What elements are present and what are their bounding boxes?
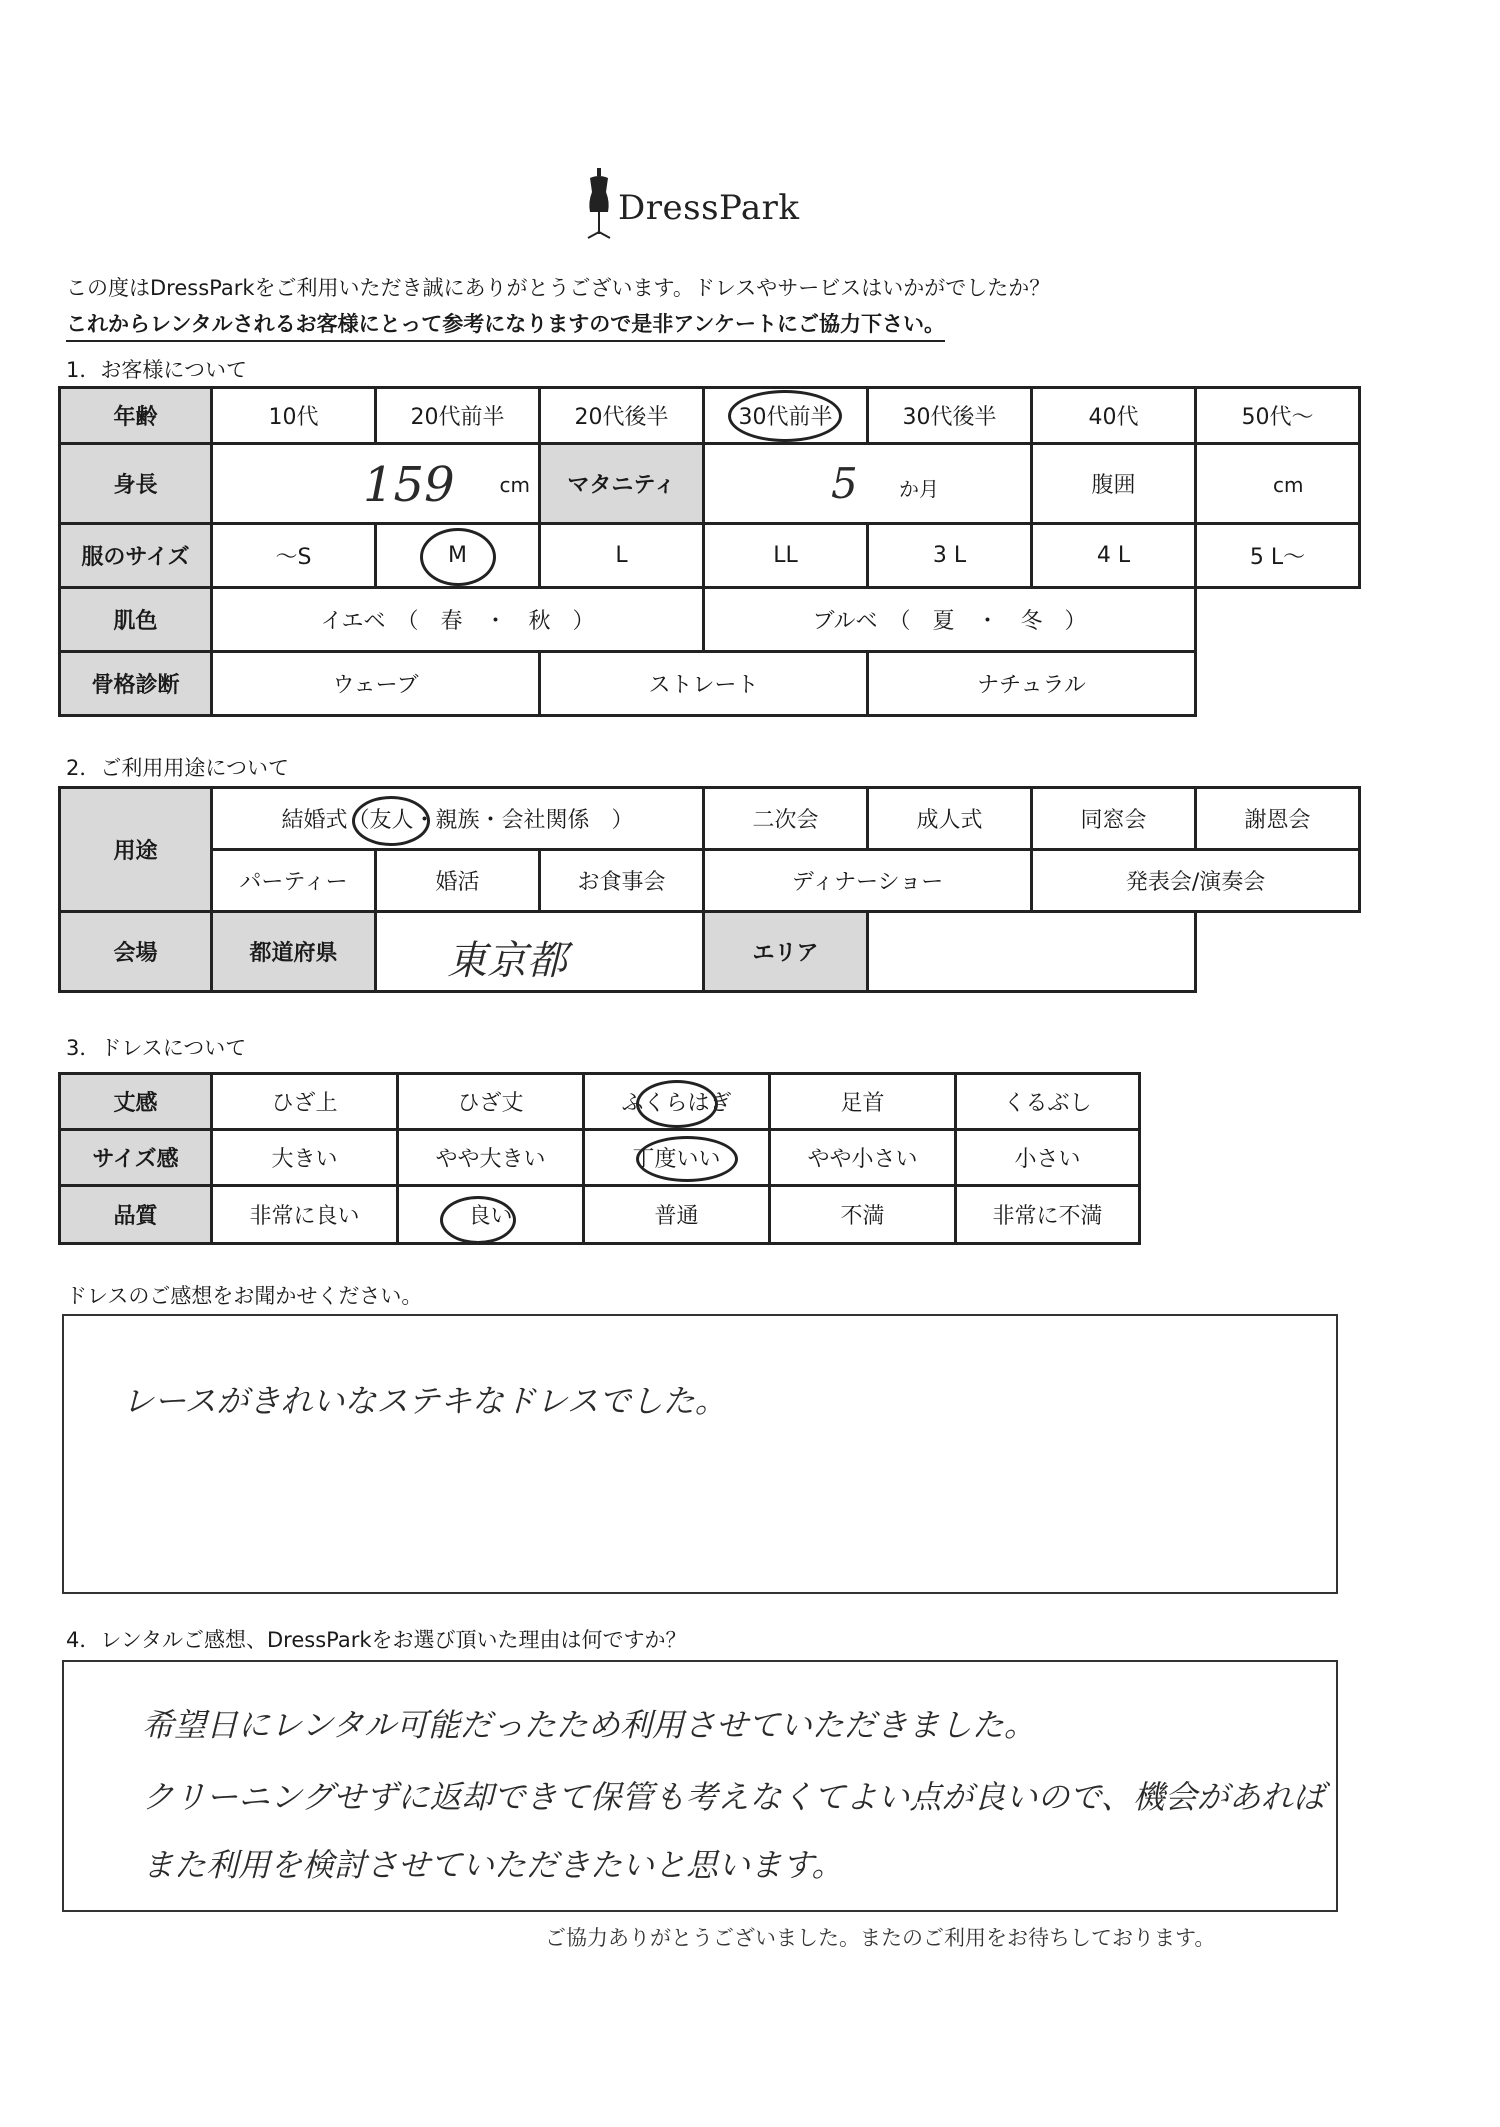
- waist-label: 腹囲: [1032, 444, 1196, 524]
- selection-circle: [636, 1080, 718, 1128]
- length-option[interactable]: くるぶし: [956, 1074, 1140, 1130]
- reason-comment-box[interactable]: [62, 1660, 1338, 1912]
- comment-label: ドレスのご感想をお聞かせください。: [66, 1284, 423, 1308]
- size-option[interactable]: ～S: [212, 524, 376, 588]
- frame-option[interactable]: ナチュラル: [868, 652, 1196, 716]
- purpose-option[interactable]: 同窓会: [1032, 788, 1196, 850]
- fit-label: サイズ感: [60, 1130, 212, 1186]
- age-option[interactable]: 50代～: [1196, 388, 1360, 444]
- purpose-option[interactable]: ディナーショー: [704, 850, 1032, 912]
- size-option[interactable]: 4 L: [1032, 524, 1196, 588]
- age-option[interactable]: 10代: [212, 388, 376, 444]
- section4-title: 4．レンタルご感想、DressParkをお選び頂いた理由は何ですか？: [66, 1628, 687, 1652]
- purpose-option[interactable]: お食事会: [540, 850, 704, 912]
- quality-label: 品質: [60, 1186, 212, 1244]
- age-option[interactable]: 30代前半: [704, 388, 868, 444]
- quality-option[interactable]: 非常に良い: [212, 1186, 398, 1244]
- selection-circle: [440, 1196, 516, 1244]
- fit-option[interactable]: やや小さい: [770, 1130, 956, 1186]
- footer-thanks: ご協力ありがとうございました。またのご利用をお待ちしております。: [545, 1926, 1216, 1950]
- length-option[interactable]: ふくらはぎ: [584, 1074, 770, 1130]
- reason-line: また利用を検討させていただきたいと思います。: [142, 1846, 844, 1884]
- purpose-label: 用途: [60, 788, 212, 912]
- height-unit: cm: [499, 473, 530, 497]
- length-option[interactable]: ひざ丈: [398, 1074, 584, 1130]
- purpose-option[interactable]: 発表会/演奏会: [1032, 850, 1360, 912]
- frame-label: 骨格診断: [60, 652, 212, 716]
- dress-comment-text: レースがきれいなステキなドレスでした。: [122, 1382, 727, 1420]
- purpose-option[interactable]: 謝恩会: [1196, 788, 1360, 850]
- size-option[interactable]: L: [540, 524, 704, 588]
- skin-blue-option[interactable]: ブルベ （ 夏 ・ 冬 ）: [704, 588, 1196, 652]
- quality-option[interactable]: 非常に不満: [956, 1186, 1140, 1244]
- frame-option[interactable]: ウェーブ: [212, 652, 540, 716]
- purpose-option[interactable]: 結婚式（友人・親族・会社関係 ）: [212, 788, 704, 850]
- age-option[interactable]: 20代前半: [376, 388, 540, 444]
- selection-circle: [636, 1136, 738, 1182]
- prefecture-label: 都道府県: [212, 912, 376, 992]
- length-option[interactable]: 足首: [770, 1074, 956, 1130]
- area-label: エリア: [704, 912, 868, 992]
- maternity-value: 5: [831, 459, 858, 508]
- fit-option[interactable]: 大きい: [212, 1130, 398, 1186]
- age-option[interactable]: 20代後半: [540, 388, 704, 444]
- customer-table: [58, 386, 1361, 717]
- fit-option[interactable]: 丁度いい: [584, 1130, 770, 1186]
- maternity-unit: か月: [899, 477, 939, 501]
- purpose-option[interactable]: 成人式: [868, 788, 1032, 850]
- waist-unit: cm: [1273, 473, 1304, 497]
- height-value: 159: [363, 457, 455, 513]
- fit-option[interactable]: 小さい: [956, 1130, 1140, 1186]
- intro-request: これからレンタルされるお客様にとって参考になりますので是非アンケートにご協力下さい。: [66, 308, 945, 342]
- skin-yellow-option[interactable]: イエベ （ 春 ・ 秋 ）: [212, 588, 704, 652]
- section3-title: 3．ドレスについて: [66, 1036, 247, 1060]
- dress-table: [58, 1072, 1141, 1245]
- section1-title: 1．お客様について: [66, 358, 247, 382]
- age-option[interactable]: 30代後半: [868, 388, 1032, 444]
- fit-option[interactable]: やや大きい: [398, 1130, 584, 1186]
- empty-cell: [1196, 652, 1360, 716]
- quality-option[interactable]: 普通: [584, 1186, 770, 1244]
- empty-cell: [1196, 912, 1360, 992]
- size-option[interactable]: LL: [704, 524, 868, 588]
- intro-text: この度はDressParkをご利用いただき誠にありがとうございます。ドレスやサービスはいかがでしたか？: [66, 276, 1051, 300]
- reason-line: クリーニングせずに返却できて保管も考えなくてよい点が良いので、機会があれば: [142, 1778, 1325, 1816]
- reason-line: 希望日にレンタル可能だったため利用させていただきました。: [142, 1706, 1036, 1744]
- maternity-field[interactable]: [704, 444, 1032, 524]
- purpose-table: [58, 786, 1361, 993]
- quality-option[interactable]: 良い: [398, 1186, 584, 1244]
- purpose-option[interactable]: 二次会: [704, 788, 868, 850]
- height-field[interactable]: [212, 444, 540, 524]
- dress-comment-box[interactable]: [62, 1314, 1338, 1594]
- empty-cell: [1196, 588, 1360, 652]
- size-label: 服のサイズ: [60, 524, 212, 588]
- purpose-option[interactable]: パーティー: [212, 850, 376, 912]
- area-field[interactable]: [868, 912, 1196, 992]
- length-label: 丈感: [60, 1074, 212, 1130]
- selection-circle: [728, 390, 842, 442]
- size-option[interactable]: 5 L～: [1196, 524, 1360, 588]
- length-option[interactable]: ひざ上: [212, 1074, 398, 1130]
- waist-field[interactable]: [1196, 444, 1360, 524]
- frame-option[interactable]: ストレート: [540, 652, 868, 716]
- quality-option[interactable]: 不満: [770, 1186, 956, 1244]
- selection-circle: [420, 528, 496, 586]
- age-option[interactable]: 40代: [1032, 388, 1196, 444]
- prefecture-value: 東京都: [447, 938, 567, 984]
- size-option[interactable]: M: [376, 524, 540, 588]
- maternity-label: マタニティ: [540, 444, 704, 524]
- venue-label: 会場: [60, 912, 212, 992]
- section2-title: 2．ご利用用途について: [66, 756, 289, 780]
- selection-circle: [352, 796, 430, 846]
- height-label: 身長: [60, 444, 212, 524]
- skin-label: 肌色: [60, 588, 212, 652]
- purpose-option[interactable]: 婚活: [376, 850, 540, 912]
- size-option[interactable]: 3 L: [868, 524, 1032, 588]
- brand-name: DressPark: [618, 188, 800, 228]
- age-label: 年齢: [60, 388, 212, 444]
- prefecture-field[interactable]: [376, 912, 704, 992]
